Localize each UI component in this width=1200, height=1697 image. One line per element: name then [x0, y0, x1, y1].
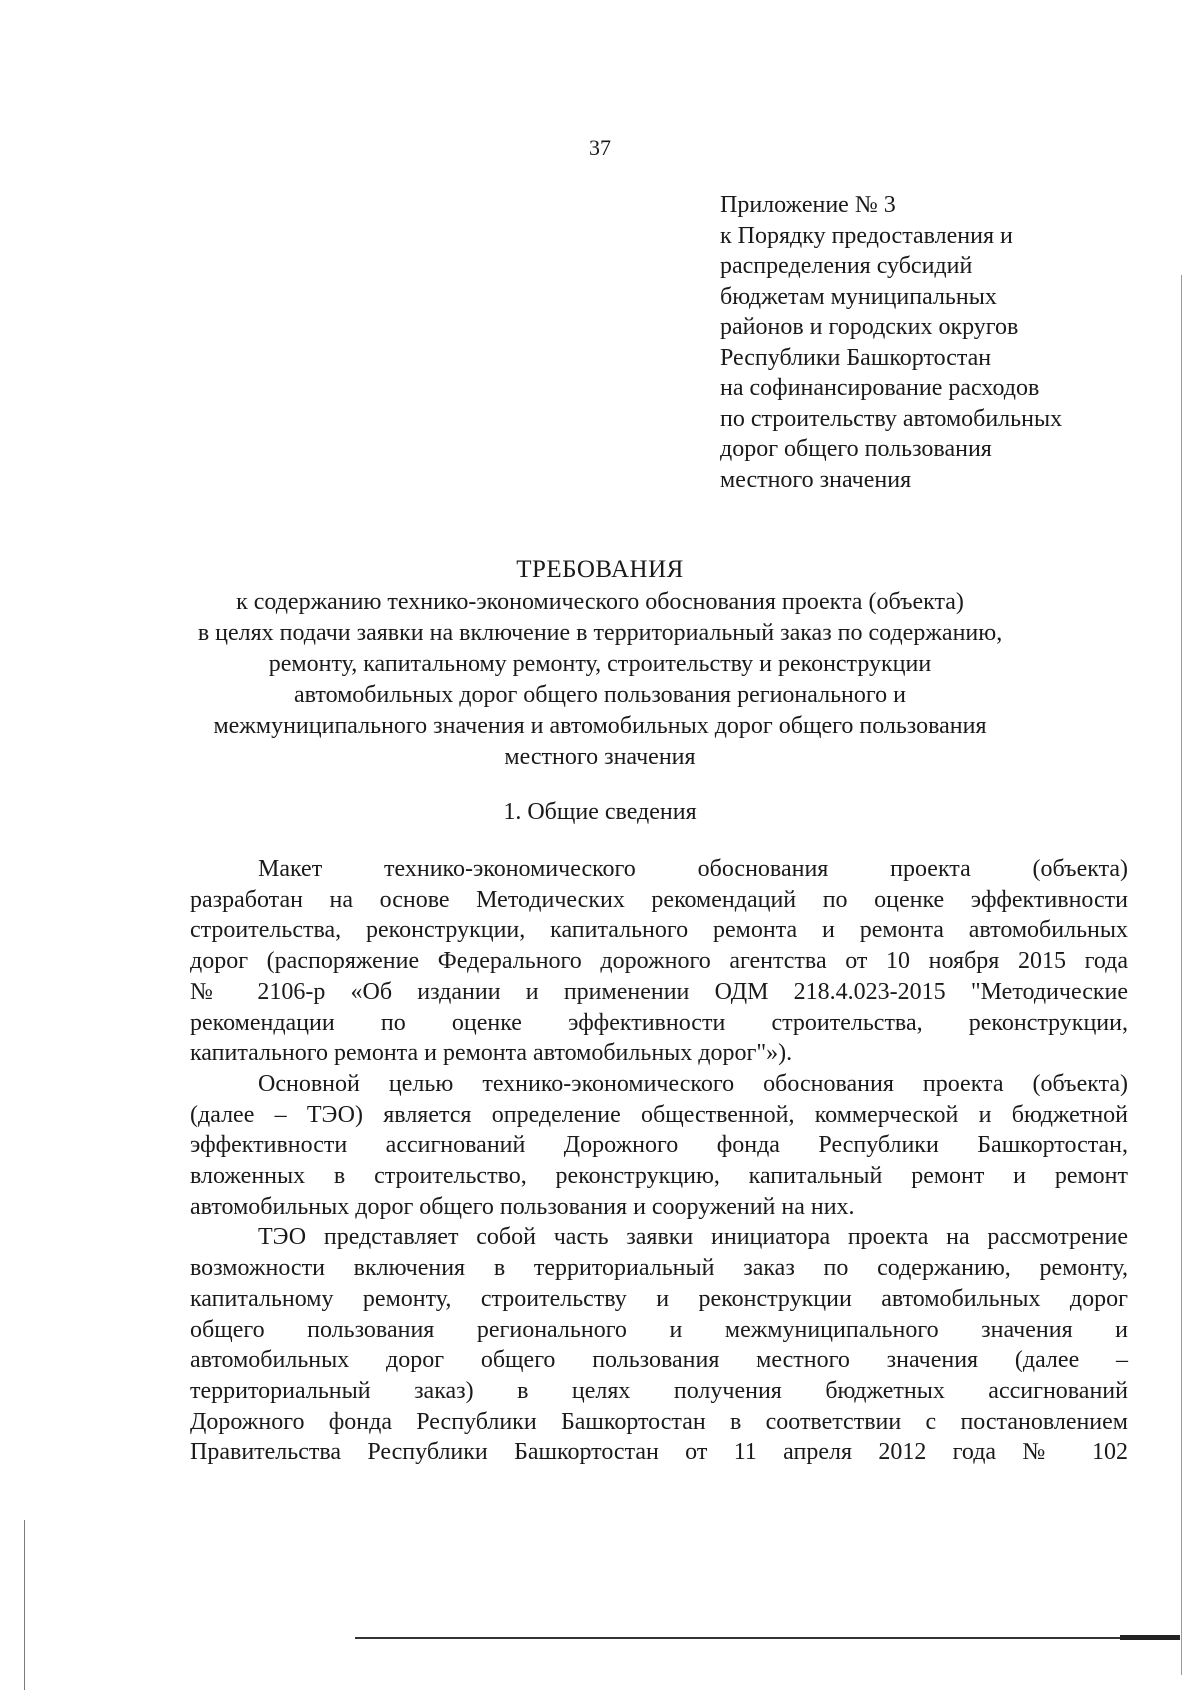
footer-divider-accent — [1120, 1635, 1180, 1640]
appendix-line: Республики Башкортостан — [720, 344, 992, 371]
paragraph-line: вложенных в строительство, реконструкцию, капитальный ремонт и ремонт — [190, 1163, 1128, 1190]
paragraph-line: возможности включения в территориальный заказ по содержанию, ремонту, — [190, 1255, 1128, 1282]
appendix-line: бюджетам муниципальных — [720, 283, 997, 310]
document-subtitle-line: в целях подачи заявки на включение в территориальный заказ по содержанию, — [197, 620, 1003, 646]
section-body — [190, 854, 1128, 1468]
appendix-line: дорог общего пользования — [720, 436, 992, 462]
paragraph-line: автомобильных дорог общего пользования местного значения (далее – — [190, 1347, 1128, 1374]
footer-divider — [355, 1637, 1180, 1639]
paragraph-line: Дорожного фонда Республики Башкортостан в соответствии с постановлением — [190, 1408, 1128, 1435]
appendix-line: местного значения — [720, 466, 912, 493]
appendix-line: к Порядку предоставления и — [720, 222, 1013, 249]
paragraph-line: общего пользования регионального и межмуниципального значения и — [190, 1316, 1128, 1343]
paragraph-line: эффективности ассигнований Дорожного фонда Республики Башкортостан, — [190, 1132, 1128, 1159]
document-subtitle-line: межмуниципального значения и автомобильных дорог общего пользования — [213, 713, 987, 739]
paragraph-line: Основной целью технико-экономического обоснования проекта (объекта) — [258, 1070, 1128, 1097]
document-subtitle-line: к содержанию технико-экономического обоснования проекта (объекта) — [236, 589, 964, 615]
appendix-line: на софинансирование расходов — [720, 375, 1040, 401]
document-title-block — [0, 553, 1200, 773]
paragraph-line: (далее – ТЭО) является определение общественной, коммерческой и бюджетной — [190, 1101, 1128, 1128]
paragraph-line: капитальному ремонту, строительству и реконструкции автомобильных дорог — [190, 1285, 1128, 1312]
paragraph-line: № 2106-р «Об издании и применении ОДМ 218.4.023-2015 "Методические — [190, 978, 1128, 1005]
scan-left-edge — [24, 1520, 25, 1690]
paragraph-line: автомобильных дорог общего пользования и сооружений на них. — [190, 1193, 855, 1220]
paragraph-line: ТЭО представляет собой часть заявки инициатора проекта на рассмотрение — [258, 1224, 1128, 1251]
page-number: 37 — [589, 135, 611, 160]
document-title: ТРЕБОВАНИЯ — [516, 556, 684, 583]
scan-margin-edge — [1181, 275, 1182, 1675]
paragraph-line: разработан на основе Методических рекомендаций по оценке эффективности — [190, 886, 1128, 913]
appendix-line: по строительству автомобильных — [720, 405, 1063, 432]
paragraph-line: рекомендации по оценке эффективности строительства, реконструкции, — [190, 1009, 1128, 1036]
document-subtitle-line: автомобильных дорог общего пользования регионального и — [294, 682, 906, 708]
document-subtitle-line: местного значения — [504, 744, 696, 770]
section-heading: 1. Общие сведения — [503, 799, 697, 825]
appendix-line: распределения субсидий — [720, 253, 973, 279]
appendix-line: районов и городских округов — [720, 314, 1019, 340]
paragraph-line: Макет технико-экономического обоснования проекта (объекта) — [258, 856, 1128, 882]
paragraph-line: капитального ремонта и ремонта автомобильных дорог"»). — [190, 1040, 793, 1067]
document-subtitle-line: ремонту, капитальному ремонту, строительству и реконструкции — [268, 651, 932, 677]
paragraph-line: территориальный заказ) в целях получения бюджетных ассигнований — [190, 1377, 1128, 1404]
appendix-line: Приложение № 3 — [720, 192, 896, 218]
paragraph-line: строительства, реконструкции, капитального ремонта и ремонта автомобильных — [190, 917, 1128, 944]
paragraph-line: Правительства Республики Башкортостан от 11 апреля 2012 года № 102 — [190, 1439, 1128, 1466]
paragraph-line: дорог (распоряжение Федерального дорожного агентства от 10 ноября 2015 года — [190, 948, 1128, 975]
appendix-reference — [720, 190, 1160, 495]
